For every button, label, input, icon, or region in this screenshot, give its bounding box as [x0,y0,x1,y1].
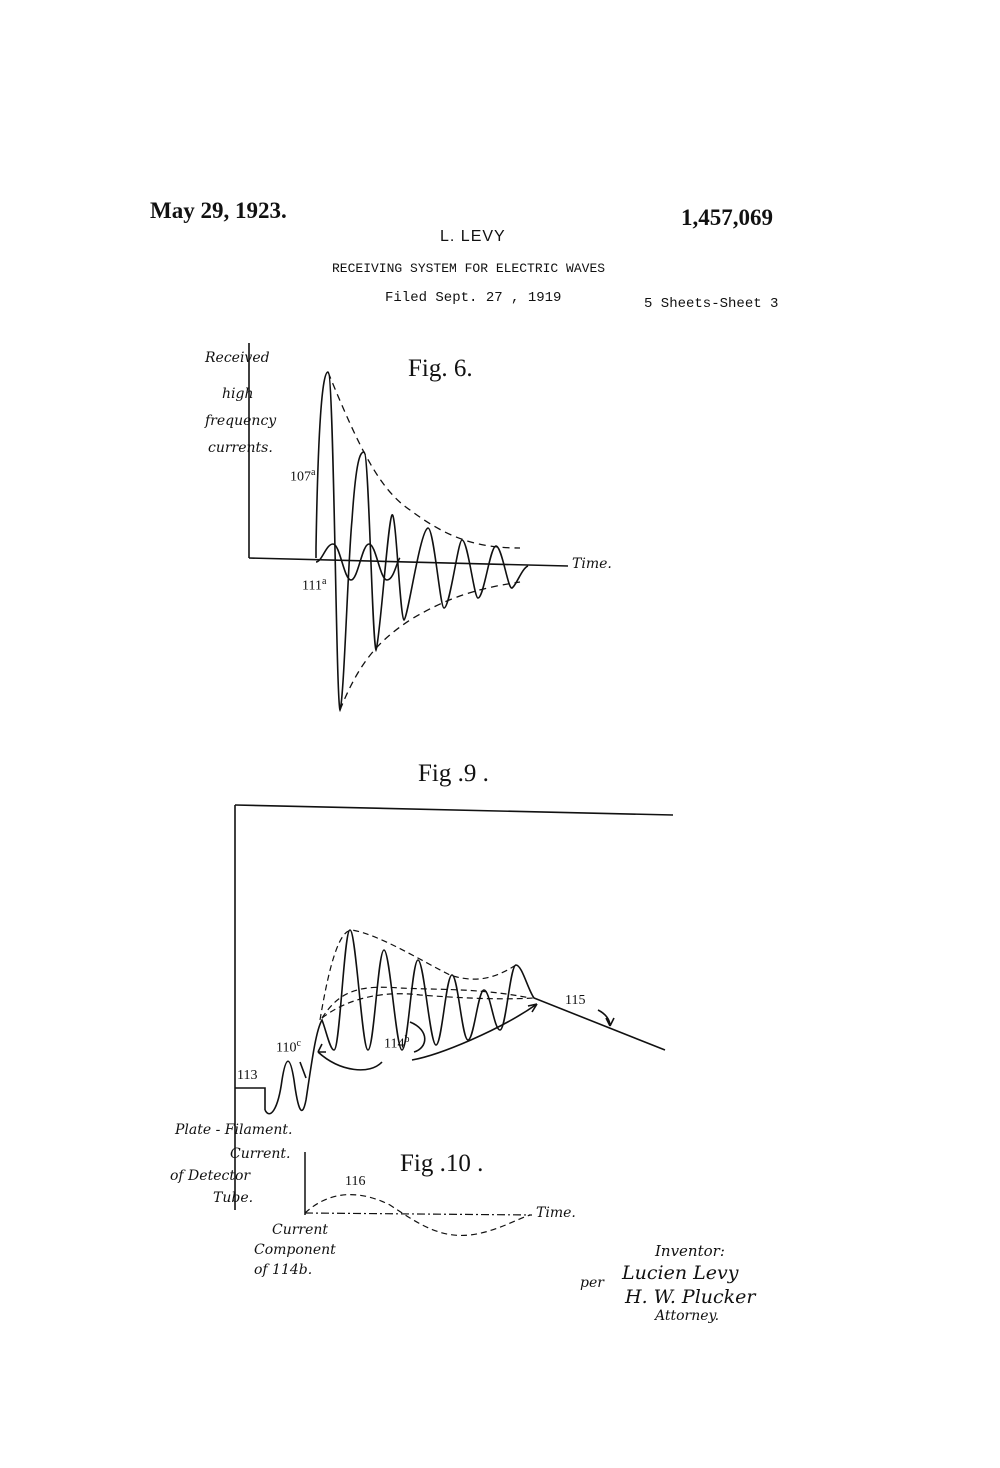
fig10-ref-116: 116 [345,1174,366,1189]
inventor-name: L. LEVY [440,228,506,245]
fig9-upper-envelope [320,930,516,1020]
fig6-ylabel-line1: Received [205,350,270,366]
fig6-ref-111: 111$^a$ [302,576,327,594]
fig6-xlabel: Time. [572,556,612,572]
filed-date: Filed Sept. 27 , 1919 [385,290,562,306]
fig10-ylabel-line3: of 114b. [254,1262,313,1278]
fig9-ylabel-line3: of Detector [170,1168,251,1184]
fig10-ylabel-line2: Component [254,1242,336,1258]
fig6-ylabel-line2: high [222,386,254,402]
fig10-ylabel-line1: Current [272,1222,329,1238]
fig6-lower-envelope [340,582,520,710]
signature-inventor-role: Inventor: [655,1242,725,1260]
fig6-label: Fig. 6. [408,355,473,382]
fig6-ref-107: 107$^a$ [290,467,316,485]
sheet-number: 5 Sheets-Sheet 3 [644,296,779,312]
fig6-upper-envelope [328,372,520,548]
signature-per: per [580,1275,604,1291]
fig9-label: Fig .9 . [418,760,489,787]
patent-title: RECEIVING SYSTEM FOR ELECTRIC WAVES [332,261,606,276]
fig9-ylabel-line1: Plate - Filament. [175,1122,293,1138]
fig9-ref-115: 115 [565,993,586,1008]
fig10-label: Fig .10 . [400,1150,484,1177]
fig9-ref-114: 114$^b$ [384,1034,410,1052]
fig10-wave-116 [305,1195,530,1236]
fig10-x-axis [305,1213,532,1215]
fig9-ref-110: 110$^c$ [276,1038,301,1056]
fig6-damped-wave [316,372,528,710]
fig9-arrow-114-left [318,1052,382,1070]
fig9-baseline-113 [235,1088,265,1110]
fig9-top-line [235,805,673,815]
fig9-plate-current-wave [265,930,665,1114]
fig6-ylabel-line4: currents. [208,440,273,456]
fig10-xlabel: Time. [536,1205,576,1221]
signature-inventor-name: Lucien Levy [622,1262,739,1284]
patent-number: 1,457,069 [681,205,773,230]
signature-attorney-name: H. W. Plucker [625,1286,756,1308]
fig9-arrow-114-hook [410,1022,425,1052]
fig9-ref-113: 113 [237,1068,258,1083]
fig9-ylabel-line4: Tube. [213,1190,254,1206]
patent-date: May 29, 1923. [150,198,287,223]
fig9-ylabel-line2: Current. [230,1146,291,1162]
fig6-ylabel-line3: frequency [205,413,277,429]
fig9-arrow-110 [300,1062,306,1078]
signature-attorney-role: Attorney. [655,1308,720,1324]
fig6-x-axis [249,558,568,566]
